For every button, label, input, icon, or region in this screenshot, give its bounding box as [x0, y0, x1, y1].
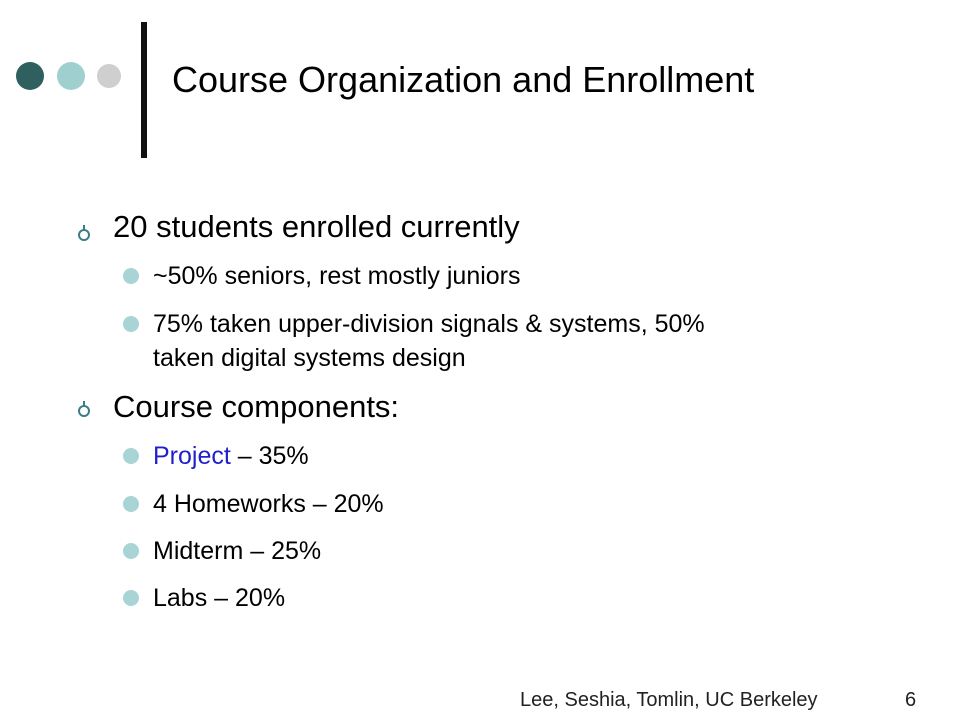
level2-bullet-dot — [123, 268, 139, 284]
header-dot-light — [97, 64, 121, 88]
sub-bullet-project — [153, 439, 309, 473]
slide-title: Course Organization and Enrollment — [172, 59, 755, 100]
title-divider-bar — [141, 22, 147, 158]
sub-bullet-signals-line2: taken digital systems design — [153, 344, 466, 372]
level2-bullet-dot — [123, 543, 139, 559]
level1-bullet-icon — [78, 405, 90, 417]
project-link[interactable]: Project — [153, 442, 231, 470]
bullet-components: Course components: — [113, 389, 400, 424]
sub-bullet-homeworks: 4 Homeworks – 20% — [153, 490, 384, 518]
header-dot-dark — [16, 62, 44, 90]
level2-bullet-dot — [123, 590, 139, 606]
sub-bullet-signals-line1: 75% taken upper-division signals & systems, 50% — [153, 310, 705, 338]
level2-bullet-dot — [123, 448, 139, 464]
sub-bullet-midterm: Midterm – 25% — [153, 537, 322, 565]
level2-bullet-dot — [123, 316, 139, 332]
sub-bullet-labs: Labs – 20% — [153, 584, 286, 612]
sub-bullet-seniors: ~50% seniors, rest mostly juniors — [153, 262, 521, 290]
header-dot-teal — [57, 62, 85, 90]
bullet-enrollment: 20 students enrolled currently — [113, 209, 520, 244]
project-weight: – 35% — [230, 442, 309, 470]
page-number: 6 — [905, 689, 917, 711]
footer-authors: Lee, Seshia, Tomlin, UC Berkeley — [520, 689, 818, 711]
level1-bullet-icon — [78, 229, 90, 241]
level2-bullet-dot — [123, 496, 139, 512]
